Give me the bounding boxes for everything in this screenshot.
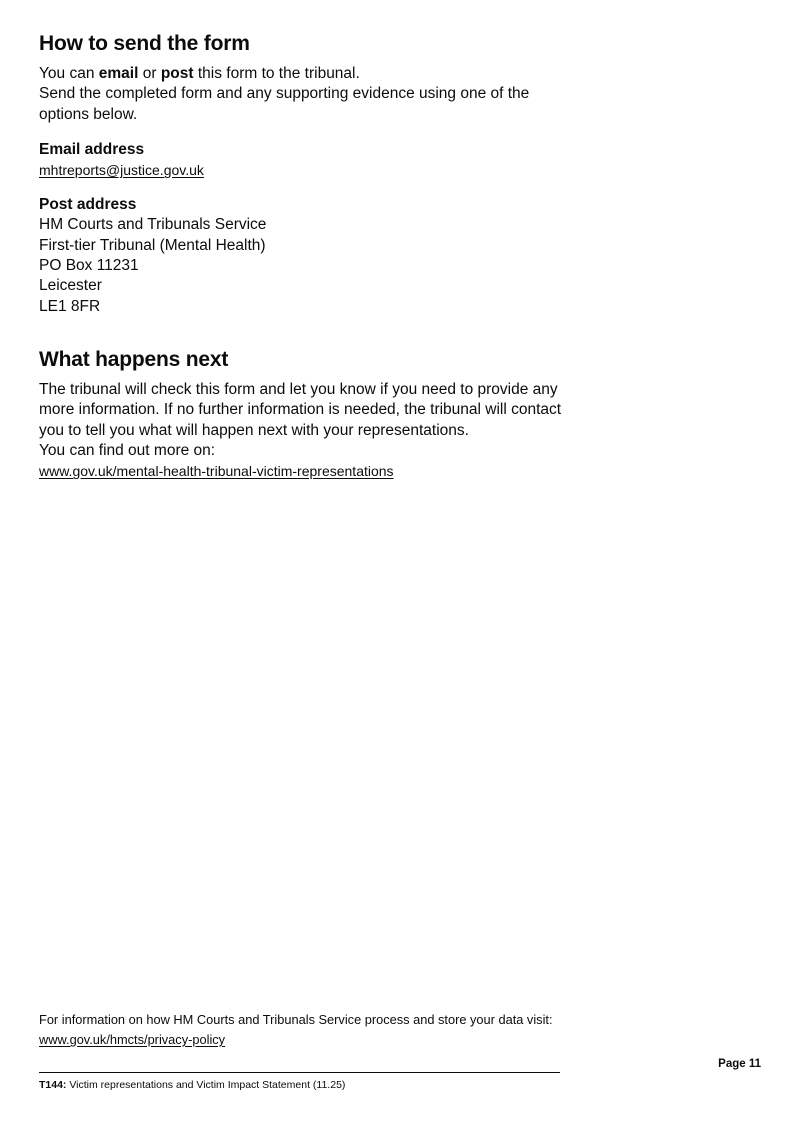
send-intro-email: email (98, 65, 139, 82)
next-section-more-info: You can find out more on: (39, 441, 216, 459)
form-reference (39, 1078, 345, 1092)
next-section-heading: What happens next (39, 347, 229, 371)
form-code: T144: (39, 1079, 67, 1091)
send-intro-post: post (160, 65, 194, 82)
victim-representations-link[interactable]: www.gov.uk/mental-health-tribunal-victim-representations (39, 463, 394, 480)
next-section-body: The tribunal will check this form and let you know if you need to provide any more information. If no further information is needed, the tribunal will contact you to tell you what will happen next with your representations. (39, 380, 562, 439)
page-number: Page 11 (718, 1058, 761, 1070)
privacy-policy-link[interactable]: www.gov.uk/hmcts/privacy-policy (39, 1032, 226, 1047)
send-intro-part2: or (138, 65, 161, 82)
email-address-label: Email address (39, 140, 145, 158)
email-address-link[interactable]: mhtreports@justice.gov.uk (39, 162, 204, 179)
post-address-line: First-tier Tribunal (Mental Health) (39, 236, 266, 254)
send-section-heading: How to send the form (39, 32, 250, 55)
form-title: Victim representations and Victim Impact Statement (11.25) (66, 1079, 346, 1091)
page-content (39, 30, 579, 481)
send-instruction: Send the completed form and any supporting evidence using one of the options below. (39, 85, 530, 123)
post-address (39, 215, 579, 316)
send-intro (39, 64, 579, 84)
footer (39, 1010, 761, 1050)
footer-divider (39, 1072, 560, 1073)
post-address-line: HM Courts and Tribunals Service (39, 216, 267, 234)
post-address-line: PO Box 11231 (39, 257, 139, 275)
post-address-line: LE1 8FR (39, 297, 101, 315)
send-intro-part3: this form to the tribunal. (193, 65, 360, 82)
post-address-line: Leicester (39, 277, 102, 295)
send-intro-part1: You can (39, 65, 99, 82)
post-address-label: Post address (39, 196, 137, 214)
privacy-text: For information on how HM Courts and Tribunals Service process and store your data visit: (39, 1012, 553, 1027)
